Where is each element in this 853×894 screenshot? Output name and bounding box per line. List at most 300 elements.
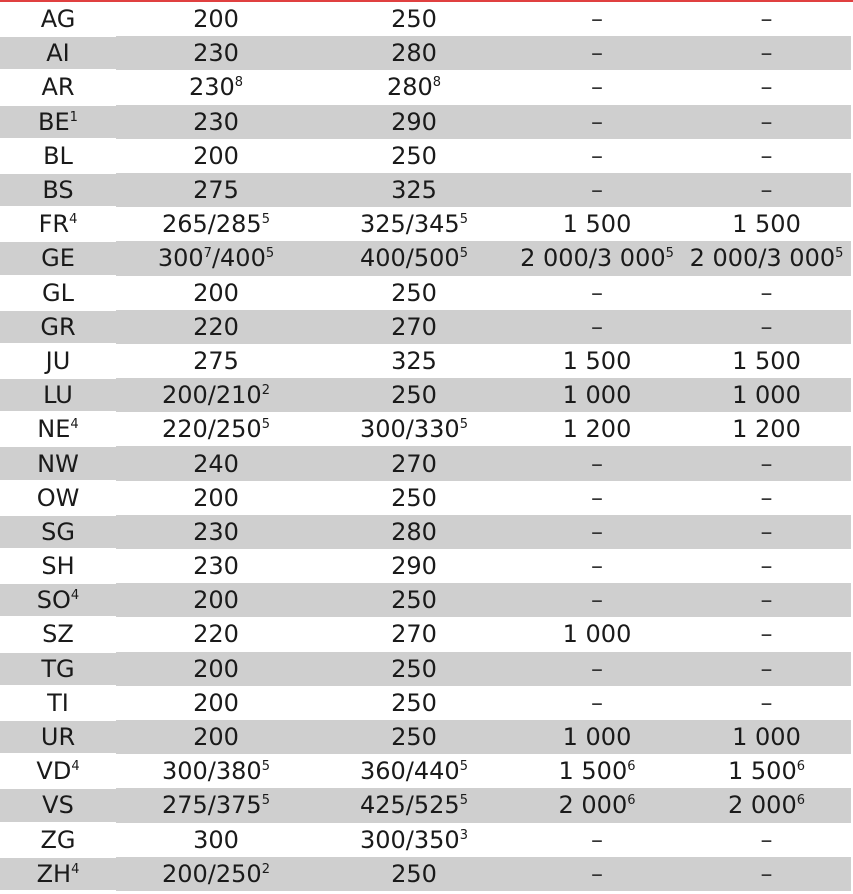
canton-cell	[0, 823, 116, 857]
value-cell-4	[682, 549, 851, 583]
value-cell-4	[682, 823, 851, 857]
canton-cell	[0, 481, 116, 515]
canton-cell	[0, 446, 116, 480]
value-cell-2	[316, 207, 512, 241]
cell-text: 220	[193, 620, 239, 649]
canton-cell	[0, 515, 116, 549]
cell-text: –	[760, 552, 773, 581]
cell-text: 250	[391, 278, 437, 307]
cell-text: ZG	[40, 825, 76, 854]
value-cell-1	[116, 36, 316, 70]
cell-text: –	[591, 73, 603, 102]
value-cell-2	[316, 70, 512, 104]
cell-text: UR	[40, 723, 76, 752]
canton-cell	[0, 139, 116, 173]
cell-text: 425/525	[360, 791, 460, 820]
table-row	[0, 652, 851, 686]
cell-text: –	[591, 859, 603, 888]
value-cell-1	[116, 617, 316, 651]
value-cell-2	[316, 515, 512, 549]
cell-text: 2 000	[558, 791, 628, 820]
table-row	[0, 207, 851, 241]
cell-text: 1 000	[732, 381, 801, 410]
cell-text: VS	[42, 791, 74, 820]
cell-text: 1 500	[732, 346, 801, 375]
cell-text: 250	[391, 688, 437, 717]
cell-text: –	[760, 176, 773, 205]
cell-text: 200	[193, 141, 239, 170]
cell-text: 290	[391, 107, 437, 136]
cell-text: 230	[193, 517, 239, 546]
value-cell-4	[682, 2, 851, 36]
value-cell-2	[316, 344, 512, 378]
table-row	[0, 617, 851, 651]
value-cell-2	[316, 857, 512, 891]
table-row	[0, 515, 851, 549]
cell-text: 230	[188, 73, 235, 102]
footnote-marker: 6	[627, 793, 636, 809]
cell-text: –	[760, 278, 773, 307]
cell-text: –	[760, 312, 773, 341]
cell-text: 200	[193, 5, 239, 34]
value-cell-1	[116, 446, 316, 480]
table-row	[0, 139, 851, 173]
cell-text: 275	[193, 346, 239, 375]
value-cell-1	[116, 686, 316, 720]
cell-text: SG	[41, 517, 75, 546]
cell-text: –	[760, 141, 773, 170]
value-cell-4	[682, 481, 851, 515]
cell-text: 2 000	[728, 791, 797, 820]
value-cell-3	[512, 686, 682, 720]
cell-text: 300	[157, 244, 204, 273]
table-row	[0, 754, 851, 788]
canton-cell	[0, 276, 116, 310]
table-row	[0, 446, 851, 480]
value-cell-3	[512, 70, 682, 104]
cell-text: 250	[391, 654, 437, 683]
value-cell-2	[316, 652, 512, 686]
cell-text: 300/350	[360, 825, 460, 854]
cell-text: –	[591, 586, 603, 615]
footnote-marker: 5	[665, 246, 674, 262]
value-cell-2	[316, 241, 512, 275]
footnote-marker: 5	[459, 212, 468, 228]
cell-text: JU	[45, 346, 71, 375]
value-cell-2	[316, 481, 512, 515]
value-cell-3	[512, 207, 682, 241]
footnote-marker: 4	[71, 759, 80, 775]
value-cell-3	[512, 754, 682, 788]
canton-cell	[0, 105, 116, 139]
cell-text: 250	[391, 483, 437, 512]
value-cell-3	[512, 857, 682, 891]
cell-text: 1 200	[732, 415, 801, 444]
value-cell-3	[512, 344, 682, 378]
footnote-marker: 5	[459, 417, 468, 433]
canton-cell	[0, 36, 116, 70]
cell-text: 2 000/3 000	[520, 244, 666, 273]
cell-text: 265/285	[162, 210, 262, 239]
cell-text: 240	[193, 449, 239, 478]
cell-text: –	[591, 825, 603, 854]
cell-text: BE	[38, 107, 70, 136]
canton-cell	[0, 412, 116, 446]
cell-text: 400/500	[360, 244, 460, 273]
cell-text: –	[591, 176, 603, 205]
table-row	[0, 344, 851, 378]
cell-text: BS	[42, 176, 74, 205]
cell-text: OW	[36, 483, 80, 512]
footnote-marker: 5	[835, 246, 844, 262]
cell-text: 1 500	[728, 757, 797, 786]
footnote-marker: 5	[261, 417, 270, 433]
cell-text: –	[760, 688, 773, 717]
table-row	[0, 105, 851, 139]
cell-text: 200	[193, 483, 239, 512]
value-cell-3	[512, 823, 682, 857]
cell-text: GR	[40, 312, 76, 341]
table-row	[0, 378, 851, 412]
footnote-marker: 4	[70, 588, 80, 604]
value-cell-2	[316, 617, 512, 651]
value-cell-2	[316, 105, 512, 139]
value-cell-4	[682, 70, 851, 104]
cell-text: 200	[193, 586, 239, 615]
table-row	[0, 857, 851, 891]
value-cell-3	[512, 652, 682, 686]
cell-text: –	[760, 517, 773, 546]
value-cell-4	[682, 36, 851, 70]
value-cell-1	[116, 481, 316, 515]
footnote-marker: 5	[261, 212, 270, 228]
value-cell-3	[512, 481, 682, 515]
cell-text: 1 500	[558, 757, 628, 786]
table-row	[0, 412, 851, 446]
value-cell-1	[116, 754, 316, 788]
cell-text: 220/250	[162, 415, 262, 444]
cell-text: 300/380	[162, 757, 262, 786]
footnote-marker: 5	[261, 759, 270, 775]
cell-text: 270	[391, 312, 437, 341]
cell-text: 230	[193, 552, 239, 581]
cell-text: AG	[40, 5, 76, 34]
value-cell-1	[116, 2, 316, 36]
cell-text: NW	[37, 449, 79, 478]
value-cell-4	[682, 105, 851, 139]
table-row	[0, 2, 851, 36]
cell-text: 200/210	[162, 381, 262, 410]
footnote-marker: 6	[796, 759, 805, 775]
cell-text: GL	[42, 278, 74, 307]
cell-text: BL	[43, 141, 73, 170]
value-cell-2	[316, 754, 512, 788]
cell-text: 250	[391, 723, 437, 752]
value-cell-1	[116, 310, 316, 344]
table-row	[0, 549, 851, 583]
table-row	[0, 481, 851, 515]
value-cell-1	[116, 583, 316, 617]
value-cell-2	[316, 173, 512, 207]
cell-text: –	[591, 39, 603, 68]
value-cell-3	[512, 515, 682, 549]
value-cell-3	[512, 105, 682, 139]
value-cell-3	[512, 412, 682, 446]
cell-text: 2 000/3 000	[689, 244, 836, 273]
canton-cell	[0, 378, 116, 412]
value-cell-2	[316, 412, 512, 446]
footnote-marker: 5	[265, 246, 275, 262]
footnote-marker: 4	[70, 417, 79, 433]
canton-cell	[0, 720, 116, 754]
value-cell-2	[316, 686, 512, 720]
cell-text: ZH	[36, 859, 72, 888]
value-cell-1	[116, 823, 316, 857]
cell-text: –	[591, 5, 603, 34]
table-row	[0, 823, 851, 857]
cell-text: –	[760, 586, 773, 615]
value-cell-2	[316, 823, 512, 857]
value-cell-3	[512, 139, 682, 173]
cell-text: 270	[391, 449, 437, 478]
canton-cell	[0, 583, 116, 617]
value-cell-1	[116, 344, 316, 378]
cell-text: 1 500	[562, 210, 632, 239]
value-cell-2	[316, 310, 512, 344]
cell-text: 220	[193, 312, 239, 341]
cell-text: FR	[38, 210, 70, 239]
value-cell-1	[116, 378, 316, 412]
cell-text: –	[591, 483, 603, 512]
value-cell-3	[512, 549, 682, 583]
value-cell-4	[682, 139, 851, 173]
cell-text: 1 000	[562, 381, 632, 410]
cell-text: 200	[193, 278, 239, 307]
cell-text: 250	[391, 859, 437, 888]
table-row	[0, 173, 851, 207]
value-cell-4	[682, 207, 851, 241]
canton-cell	[0, 344, 116, 378]
cell-text: 300	[193, 825, 239, 854]
value-cell-1	[116, 652, 316, 686]
value-cell-2	[316, 139, 512, 173]
value-cell-2	[316, 2, 512, 36]
canton-cell	[0, 173, 116, 207]
value-cell-4	[682, 310, 851, 344]
cell-text: 200/250	[162, 859, 262, 888]
footnote-marker: 5	[459, 793, 468, 809]
value-cell-3	[512, 788, 682, 822]
value-cell-4	[682, 173, 851, 207]
value-cell-1	[116, 139, 316, 173]
value-cell-1	[116, 105, 316, 139]
cell-text: 250	[391, 5, 437, 34]
canton-cell	[0, 788, 116, 822]
canton-cell	[0, 70, 116, 104]
value-cell-4	[682, 378, 851, 412]
cell-text: –	[760, 859, 773, 888]
cell-text: SO	[36, 586, 71, 615]
value-cell-3	[512, 378, 682, 412]
footnote-marker: 5	[459, 246, 468, 262]
cell-text: –	[591, 141, 603, 170]
footnote-marker: 7	[203, 246, 212, 262]
value-cell-4	[682, 652, 851, 686]
cell-text: 280	[386, 73, 433, 102]
cell-text: –	[591, 278, 603, 307]
cell-text: 275	[193, 176, 239, 205]
footnote-marker: 5	[459, 759, 468, 775]
cell-text: –	[591, 688, 603, 717]
value-cell-4	[682, 515, 851, 549]
cell-text: /400	[211, 244, 266, 273]
table-row	[0, 310, 851, 344]
value-cell-1	[116, 207, 316, 241]
value-cell-1	[116, 412, 316, 446]
canton-cell	[0, 207, 116, 241]
cell-text: 360/440	[360, 757, 460, 786]
cell-text: LU	[43, 381, 73, 410]
cell-text: SH	[41, 552, 75, 581]
table-row	[0, 276, 851, 310]
value-cell-4	[682, 788, 851, 822]
canton-cell	[0, 2, 116, 36]
cell-text: GE	[41, 244, 75, 273]
cell-text: 280	[391, 39, 437, 68]
value-cell-3	[512, 241, 682, 275]
value-cell-3	[512, 617, 682, 651]
cell-text: 250	[391, 586, 437, 615]
value-cell-2	[316, 583, 512, 617]
canton-cell	[0, 686, 116, 720]
value-cell-3	[512, 36, 682, 70]
cell-text: –	[760, 5, 773, 34]
value-cell-4	[682, 583, 851, 617]
value-cell-4	[682, 617, 851, 651]
canton-cell	[0, 652, 116, 686]
value-cell-1	[116, 857, 316, 891]
cell-text: 230	[193, 39, 239, 68]
value-cell-4	[682, 412, 851, 446]
value-cell-3	[512, 583, 682, 617]
canton-cell	[0, 549, 116, 583]
value-cell-4	[682, 857, 851, 891]
cell-text: VD	[36, 757, 72, 786]
cell-text: –	[760, 39, 773, 68]
cell-text: AR	[41, 73, 75, 102]
value-cell-4	[682, 446, 851, 480]
footnote-marker: 8	[234, 75, 244, 91]
value-cell-3	[512, 173, 682, 207]
table-row	[0, 36, 851, 70]
value-cell-1	[116, 173, 316, 207]
cell-text: 1 000	[562, 620, 632, 649]
value-cell-4	[682, 344, 851, 378]
cell-text: –	[760, 107, 773, 136]
value-cell-2	[316, 549, 512, 583]
value-cell-4	[682, 686, 851, 720]
cell-text: 275/375	[162, 791, 262, 820]
value-cell-2	[316, 446, 512, 480]
footnote-marker: 6	[627, 759, 636, 775]
cell-text: –	[760, 654, 773, 683]
cell-text: 1 200	[562, 415, 632, 444]
value-cell-2	[316, 378, 512, 412]
cell-text: –	[591, 107, 603, 136]
footnote-marker: 4	[69, 212, 78, 228]
cell-text: –	[591, 517, 603, 546]
value-cell-3	[512, 276, 682, 310]
value-cell-4	[682, 241, 851, 275]
table-row	[0, 720, 851, 754]
table-row	[0, 70, 851, 104]
footnote-marker: 3	[459, 827, 468, 843]
canton-cell	[0, 241, 116, 275]
value-cell-3	[512, 720, 682, 754]
value-cell-1	[116, 720, 316, 754]
cell-text: –	[591, 449, 603, 478]
cell-text: –	[760, 825, 773, 854]
cell-text: TI	[47, 688, 69, 717]
footnote-marker: 2	[261, 861, 270, 877]
cell-text: 1 000	[562, 723, 632, 752]
value-cell-1	[116, 788, 316, 822]
cell-text: 1 500	[732, 210, 801, 239]
value-cell-1	[116, 515, 316, 549]
table-row	[0, 583, 851, 617]
value-cell-4	[682, 754, 851, 788]
value-cell-4	[682, 720, 851, 754]
canton-cell	[0, 857, 116, 891]
cell-text: 325/345	[360, 210, 460, 239]
cell-text: 200	[193, 654, 239, 683]
cell-text: –	[591, 552, 603, 581]
table-row	[0, 788, 851, 822]
canton-cell	[0, 617, 116, 651]
cell-text: 290	[391, 552, 437, 581]
cell-text: 300/330	[360, 415, 460, 444]
cell-text: –	[760, 449, 773, 478]
value-cell-2	[316, 276, 512, 310]
canton-cell	[0, 310, 116, 344]
cell-text: AI	[46, 39, 70, 68]
value-cell-1	[116, 70, 316, 104]
cell-text: TG	[41, 654, 75, 683]
cell-text: –	[760, 73, 773, 102]
cell-text: 325	[391, 176, 437, 205]
value-cell-1	[116, 549, 316, 583]
cell-text: –	[591, 312, 603, 341]
value-cell-3	[512, 446, 682, 480]
cell-text: 200	[193, 688, 239, 717]
footnote-marker: 4	[71, 861, 80, 877]
value-cell-1	[116, 276, 316, 310]
cell-text: 1 500	[562, 346, 632, 375]
value-cell-2	[316, 788, 512, 822]
cell-text: NE	[37, 415, 71, 444]
value-cell-1	[116, 241, 316, 275]
cell-text: –	[591, 654, 603, 683]
footnote-marker: 8	[432, 75, 442, 91]
cell-text: 325	[391, 346, 437, 375]
footnote-marker: 6	[796, 793, 805, 809]
footnote-marker: 2	[261, 383, 270, 399]
value-cell-4	[682, 276, 851, 310]
value-cell-3	[512, 2, 682, 36]
value-cell-2	[316, 36, 512, 70]
cell-text: –	[760, 483, 773, 512]
footnote-marker: 5	[261, 793, 270, 809]
